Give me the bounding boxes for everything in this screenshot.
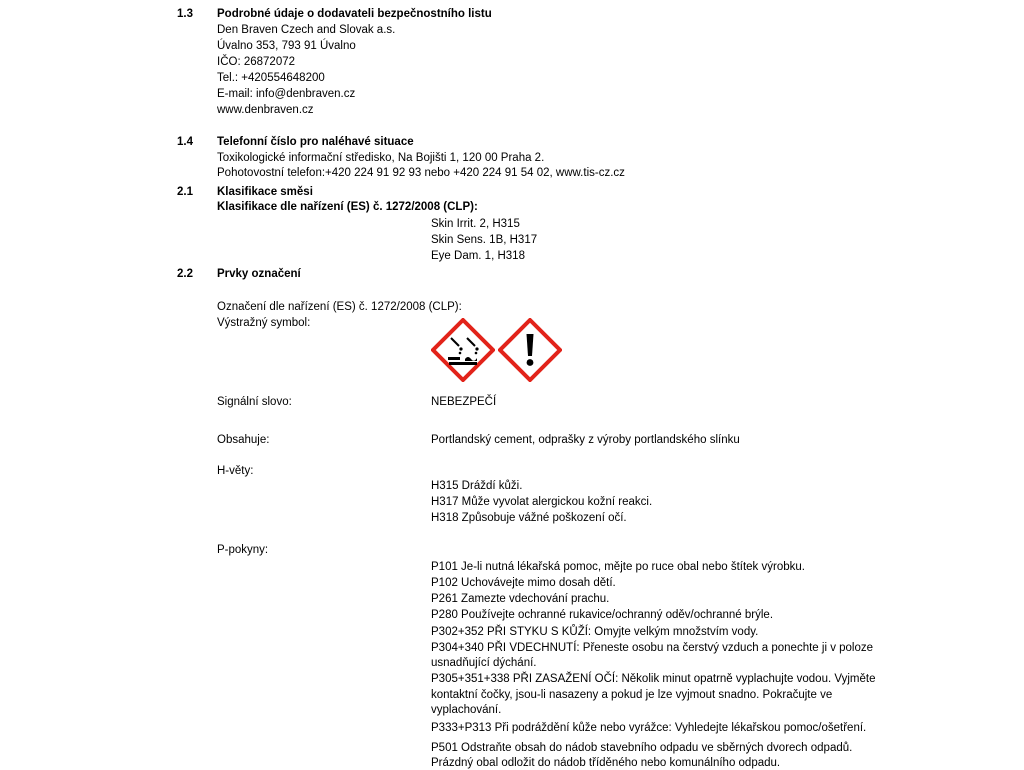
supplier-address: Úvalno 353, 793 91 Úvalno	[217, 40, 356, 52]
section-number-2-2: 2.2	[177, 268, 193, 280]
p-statement: P280 Používejte ochranné rukavice/ochranný oděv/ochranné brýle.	[431, 609, 774, 621]
signal-word-value: NEBEZPEČÍ	[431, 396, 497, 408]
section-number-1-3: 1.3	[177, 8, 193, 20]
emergency-phone: Pohotovostní telefon:+420 224 91 92 93 nebo +420 224 91 54 02, www.tis-cz.cz	[217, 167, 625, 179]
classification-subtitle: Klasifikace dle nařízení (ES) č. 1272/2008 (CLP):	[217, 201, 478, 213]
exclamation-mark-icon	[498, 318, 562, 382]
signal-word-label: Signální slovo:	[217, 396, 292, 408]
p-statement-continued: vyplachování.	[431, 704, 502, 716]
p-statement: P102 Uchovávejte mimo dosah dětí.	[431, 577, 616, 589]
section-number-2-1: 2.1	[177, 186, 193, 198]
supplier-web: www.denbraven.cz	[217, 104, 314, 116]
corrosion-icon	[431, 318, 495, 382]
section-title-1-4: Telefonní číslo pro naléhavé situace	[217, 136, 414, 148]
p-statements-label: P-pokyny:	[217, 544, 269, 556]
symbol-label: Výstražný symbol:	[217, 317, 311, 329]
h-statement: H315 Dráždí kůži.	[431, 480, 523, 492]
contains-value: Portlandský cement, odprašky z výroby portlandského slínku	[431, 434, 740, 446]
h-statement: H317 Může vyvolat alergickou kožní reakci.	[431, 496, 653, 508]
p-statement-continued: kontaktní čočky, jsou-li nasazeny a pokud je lze vyjmout snadno. Pokračujte ve	[431, 689, 833, 701]
p-statement: P261 Zamezte vdechování prachu.	[431, 593, 610, 605]
p-statement: P304+340 PŘI VDECHNUTÍ: Přeneste osobu na čerstvý vzduch a ponechte ji v poloze	[431, 642, 874, 654]
supplier-email: E-mail: info@denbraven.cz	[217, 88, 356, 100]
section-title-2-1: Klasifikace směsi	[217, 186, 313, 198]
p-statement: P501 Odstraňte obsah do nádob stavebního odpadu ve sběrných dvorech odpadů.	[431, 742, 853, 754]
p-statement-continued: Prázdný obal odložit do nádob tříděného nebo komunálního odpadu.	[431, 757, 781, 769]
classification-item: Eye Dam. 1, H318	[431, 250, 525, 262]
section-number-1-4: 1.4	[177, 136, 193, 148]
supplier-name: Den Braven Czech and Slovak a.s.	[217, 24, 396, 36]
p-statement: P101 Je-li nutná lékařská pomoc, mějte po ruce obal nebo štítek výrobku.	[431, 561, 805, 573]
h-statements-label: H-věty:	[217, 465, 254, 477]
section-title-2-2: Prvky označení	[217, 268, 301, 280]
p-statement: P333+P313 Při podráždění kůže nebo vyrážce: Vyhledejte lékařskou pomoc/ošetření.	[431, 722, 867, 734]
contains-label: Obsahuje:	[217, 434, 270, 446]
p-statement-continued: usnadňující dýchání.	[431, 657, 537, 669]
h-statement: H318 Způsobuje vážné poškození očí.	[431, 512, 627, 524]
classification-item: Skin Irrit. 2, H315	[431, 218, 520, 230]
regulation-label: Označení dle nařízení (ES) č. 1272/2008 (CLP):	[217, 301, 462, 313]
toxicology-center: Toxikologické informační středisko, Na Bojišti 1, 120 00 Praha 2.	[217, 152, 545, 164]
p-statement: P302+352 PŘI STYKU S KŮŽÍ: Omyjte velkým množstvím vody.	[431, 626, 759, 638]
supplier-ico: IČO: 26872072	[217, 56, 296, 68]
classification-item: Skin Sens. 1B, H317	[431, 234, 538, 246]
supplier-phone: Tel.: +420554648200	[217, 72, 325, 84]
p-statement: P305+351+338 PŘI ZASAŽENÍ OČÍ: Několik minut opatrně vyplachujte vodou. Vyjměte	[431, 673, 876, 685]
section-title-1-3: Podrobné údaje o dodavateli bezpečnostního listu	[217, 8, 492, 20]
